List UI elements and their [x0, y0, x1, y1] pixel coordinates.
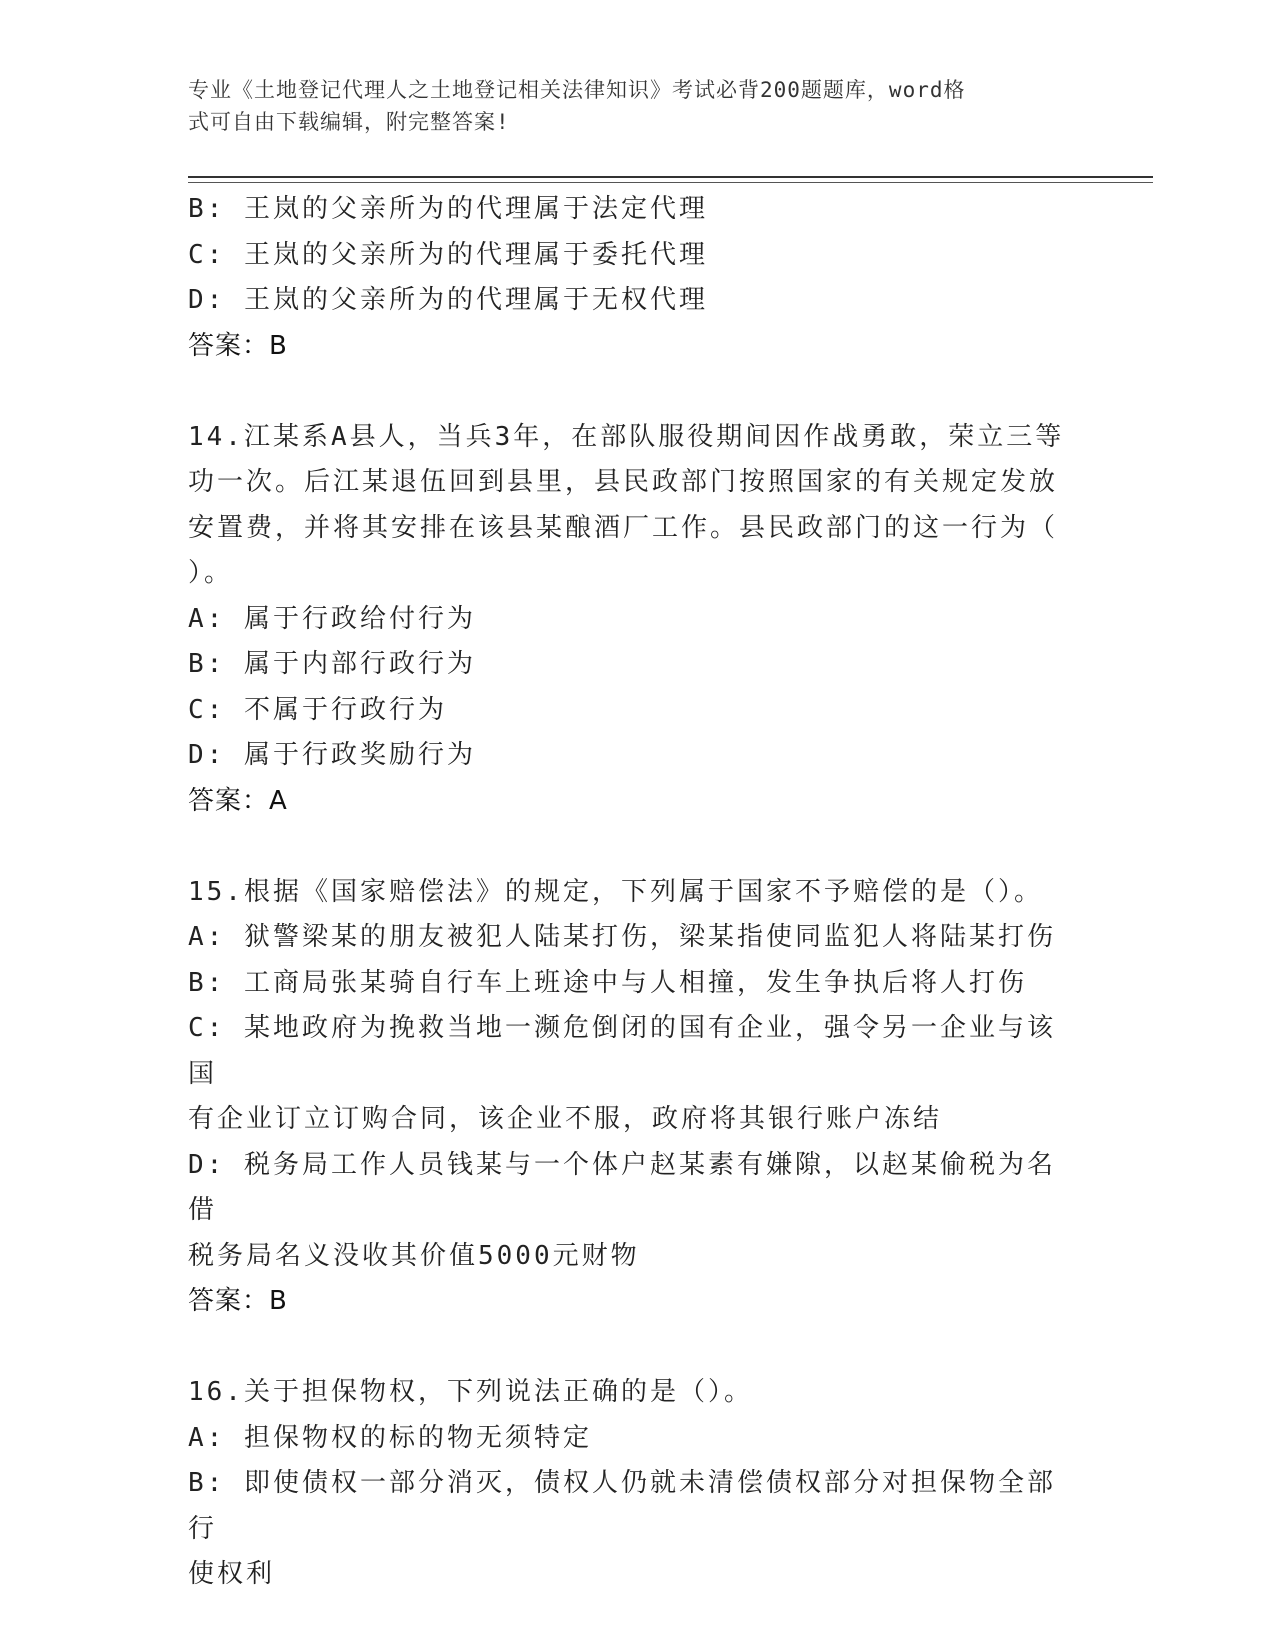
q14-option-b: B: 属于内部行政行为	[188, 649, 476, 679]
spacer	[188, 824, 1068, 870]
q16-option-b-line-1: B: 即使债权一部分消灭，债权人仍就未清偿债权部分对担保物全部行	[188, 1468, 1056, 1544]
q14-option-a: A: 属于行政给付行为	[188, 603, 476, 634]
q14-stem-line-2: 功一次。后江某退伍回到县里，县民政部门按照国家的有关规定发放	[188, 467, 1059, 497]
document-body	[188, 187, 1068, 1598]
q14-stem-line-4: ）。	[188, 558, 234, 588]
question-16	[188, 1370, 1068, 1598]
q15-option-b: B: 工商局张某骑自行车上班途中与人相撞，发生争执后将人打伤	[188, 967, 1027, 998]
q14-option-d: D: 属于行政奖励行为	[188, 740, 476, 770]
q14-answer: 答案：A	[188, 785, 288, 816]
question-15	[188, 870, 1068, 1325]
spacer	[188, 1325, 1068, 1371]
q14-stem-line-3: 安置费，并将其安排在该县某酿酒厂工作。县民政部门的这一行为（	[188, 512, 1059, 543]
q14-option-c: C: 不属于行政行为	[188, 694, 447, 725]
q16-option-a: A: 担保物权的标的物无须特定	[188, 1422, 592, 1453]
q13-option-b: B: 王岚的父亲所为的代理属于法定代理	[188, 194, 708, 224]
spacer	[188, 369, 1068, 415]
header-line-2: 式可自由下载编辑，附完整答案!	[188, 110, 510, 134]
question-13	[188, 187, 1068, 369]
header-line-1: 专业《土地登记代理人之土地登记相关法律知识》考试必背200题题库，word格	[188, 78, 966, 102]
q15-answer: 答案：B	[188, 1286, 288, 1316]
q15-stem: 15.根据《国家赔偿法》的规定，下列属于国家不予赔偿的是（）。	[188, 876, 1043, 907]
q16-stem: 16.关于担保物权，下列说法正确的是（）。	[188, 1377, 753, 1407]
q16-option-b-line-2: 使权利	[188, 1559, 276, 1589]
q13-answer: 答案：B	[188, 330, 288, 361]
q15-option-d-line-2: 税务局名义没收其价值5000元财物	[188, 1240, 640, 1271]
q15-option-d-line-1: D: 税务局工作人员钱某与一个体户赵某素有嫌隙，以赵某偷税为名借	[188, 1149, 1056, 1225]
page-header	[188, 74, 1068, 138]
q15-option-c-line-2: 有企业订立订购合同，该企业不服，政府将其银行账户冻结	[188, 1104, 943, 1134]
q14-stem-line-1: 14.江某系A县人，当兵3年，在部队服役期间因作战勇敢，荣立三等	[188, 421, 1065, 452]
question-14	[188, 415, 1068, 825]
q15-option-a: A: 狱警梁某的朋友被犯人陆某打伤，梁某指使同监犯人将陆某打伤	[188, 922, 1056, 952]
q13-option-c: C: 王岚的父亲所为的代理属于委托代理	[188, 239, 708, 270]
header-divider-thick	[188, 176, 1153, 178]
q15-option-c-line-1: C: 某地政府为挽救当地一濒危倒闭的国有企业，强令另一企业与该国	[188, 1013, 1056, 1089]
header-divider-thin	[188, 182, 1153, 183]
q13-option-d: D: 王岚的父亲所为的代理属于无权代理	[188, 285, 708, 315]
